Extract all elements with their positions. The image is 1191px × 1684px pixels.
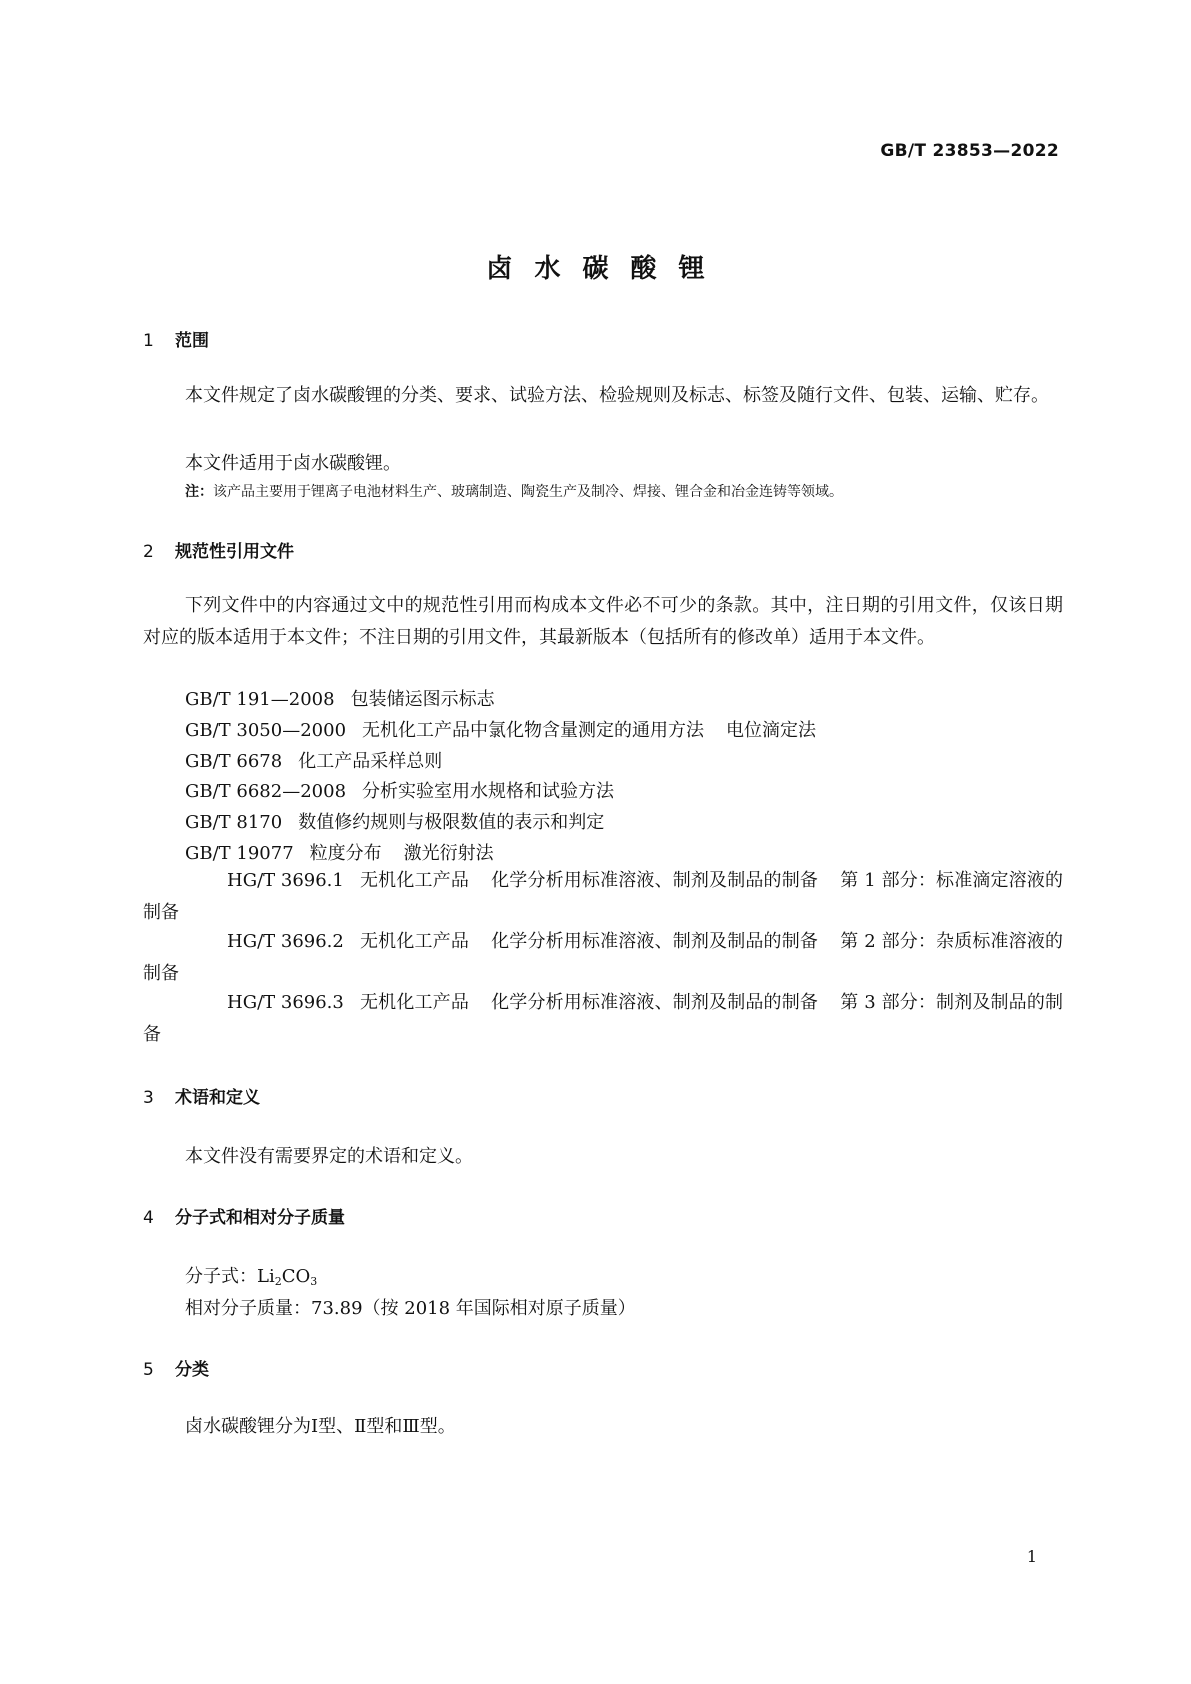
relative-molecular-mass: 相对分子质量：73.89（按 2018 年国际相对原子质量）	[185, 1298, 636, 1319]
reference-part: 第 3 部分：制剂及制品的制备	[143, 992, 1064, 1045]
reference-subtitle: 电位滴定法	[726, 720, 817, 741]
formula-li: Li	[257, 1266, 275, 1287]
molecular-formula	[185, 1262, 317, 1288]
section-5-paragraph: 卤水碳酸锂分为Ⅰ型、Ⅱ型和Ⅲ型。	[185, 1416, 456, 1437]
section-1-note	[185, 481, 843, 501]
section-title: 术语和定义	[175, 1088, 260, 1108]
reference-code: GB/T 6682—2008	[185, 781, 347, 802]
section-number: 3	[143, 1088, 154, 1108]
reference-code: GB/T 6678	[185, 751, 283, 772]
section-title: 分类	[175, 1360, 209, 1380]
reference-item	[185, 777, 614, 803]
reference-title: 分析实验室用水规格和试验方法	[362, 781, 615, 802]
reference-item	[185, 839, 494, 865]
reference-title: 包装储运图示标志	[350, 689, 495, 710]
reference-subtitle: 激光衍射法	[403, 843, 494, 864]
reference-part: 第 1 部分：标准滴定溶液的制备	[143, 870, 1064, 923]
section-title: 范围	[175, 331, 209, 351]
page-number: 1	[1026, 1547, 1037, 1566]
reference-item	[143, 987, 1063, 1051]
reference-title: 无机化工产品	[359, 870, 469, 891]
reference-item	[185, 747, 442, 773]
formula-li-subscript: 2	[274, 1275, 282, 1288]
section-2-intro: 下列文件中的内容通过文中的规范性引用而构成本文件必不可少的条款。其中，注日期的引用文件，仅该日期对应的版本适用于本文件；不注日期的引用文件，其最新版本（包括所有的修改单）适用于本文件。	[143, 595, 1063, 648]
formula-co: CO	[281, 1266, 311, 1287]
section-4-heading	[143, 1203, 345, 1228]
reference-code: HG/T 3696.1	[227, 870, 344, 891]
reference-title: 化工产品采样总则	[298, 751, 443, 772]
standard-code: GB/T 23853—2022	[880, 141, 1059, 161]
section-3-heading	[143, 1083, 260, 1108]
reference-item	[185, 808, 604, 834]
note-text: 该产品主要用于锂离子电池材料生产、玻璃制造、陶瓷生产及制冷、焊接、锂合金和冶金连铸等领域。	[213, 484, 843, 500]
reference-code: GB/T 8170	[185, 812, 283, 833]
section-title: 分子式和相对分子质量	[175, 1208, 345, 1228]
section-number: 1	[143, 331, 154, 351]
reference-subtitle: 化学分析用标准溶液、制剂及制品的制备	[490, 870, 819, 891]
section-3-paragraph: 本文件没有需要界定的术语和定义。	[185, 1146, 473, 1167]
section-number: 2	[143, 542, 154, 562]
reference-title: 无机化工产品	[359, 992, 469, 1013]
formula-label: 分子式：	[185, 1266, 257, 1287]
reference-code: HG/T 3696.2	[227, 931, 344, 952]
reference-title: 无机化工产品中氯化物含量测定的通用方法	[362, 720, 705, 741]
reference-part: 第 2 部分：杂质标准溶液的制备	[143, 931, 1064, 984]
reference-title: 粒度分布	[309, 843, 382, 864]
reference-subtitle: 化学分析用标准溶液、制剂及制品的制备	[490, 931, 819, 952]
section-number: 5	[143, 1360, 154, 1380]
reference-title: 数值修约规则与极限数值的表示和判定	[298, 812, 605, 833]
section-1-paragraph-1: 本文件规定了卤水碳酸锂的分类、要求、试验方法、检验规则及标志、标签及随行文件、包装、运输、贮存。	[185, 385, 1049, 406]
section-1-heading	[143, 326, 209, 351]
reference-code: HG/T 3696.3	[227, 992, 344, 1013]
section-number: 4	[143, 1208, 154, 1228]
reference-code: GB/T 19077	[185, 843, 294, 864]
reference-item	[185, 685, 495, 711]
section-2-heading	[143, 537, 294, 562]
reference-subtitle: 化学分析用标准溶液、制剂及制品的制备	[490, 992, 819, 1013]
reference-item	[185, 716, 816, 742]
reference-title: 无机化工产品	[359, 931, 469, 952]
reference-item	[143, 926, 1063, 990]
section-5-heading	[143, 1355, 209, 1380]
note-label: 注：	[185, 484, 213, 500]
document-title: 卤水碳酸锂	[486, 254, 727, 284]
section-1-paragraph-2: 本文件适用于卤水碳酸锂。	[185, 453, 401, 474]
reference-code: GB/T 191—2008	[185, 689, 335, 710]
reference-code: GB/T 3050—2000	[185, 720, 347, 741]
formula-co-subscript: 3	[310, 1275, 318, 1288]
reference-item	[143, 865, 1063, 929]
section-title: 规范性引用文件	[175, 542, 294, 562]
